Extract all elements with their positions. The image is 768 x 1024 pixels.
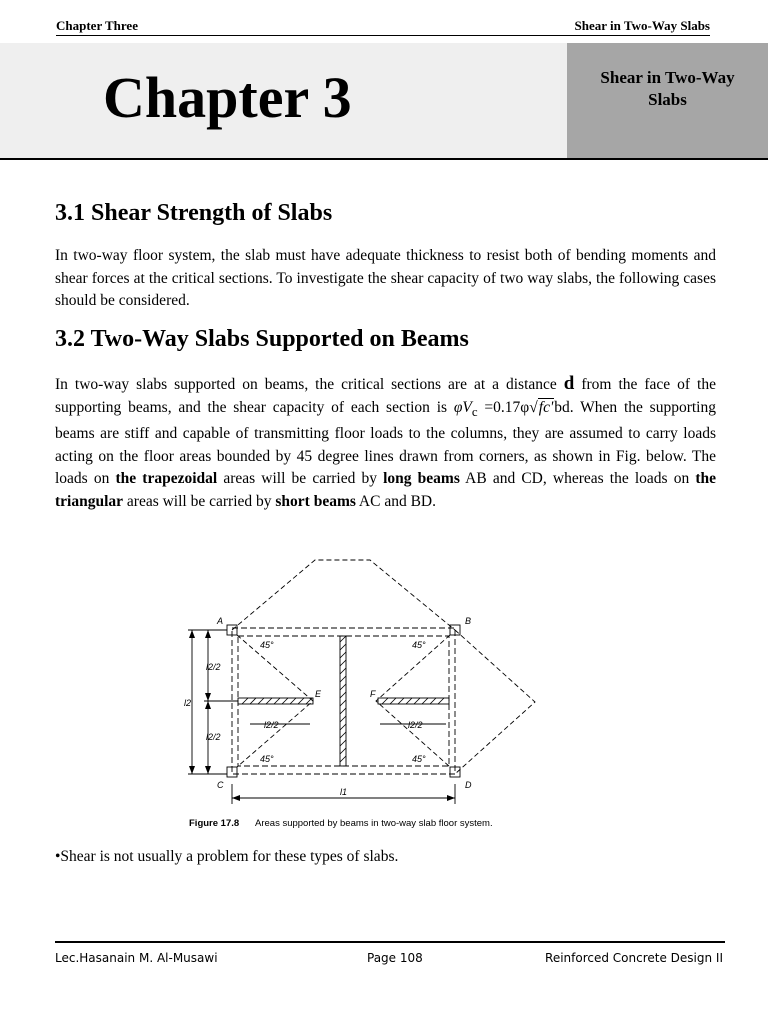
right-area-outline <box>455 630 535 774</box>
distance-d: d <box>563 373 575 394</box>
slab-diagram <box>180 552 540 832</box>
diagonal-right <box>376 635 450 767</box>
angle-top-right: 45° <box>412 640 426 650</box>
chapter-topic-box <box>567 43 768 158</box>
bold-short-beams: short beams <box>275 492 356 510</box>
dim-l1: l1 <box>340 787 348 797</box>
section-3-2-paragraph: In two-way slabs supported on beams, the critical sections are at a distance d from the face of the supporting beams, and the shear capacity of each section is $\varphi V_c =0.17\varphi√fc'bd$. When the supporting beams are stiff and capable of transmitting floor loads to the columns, they are assumed to carry loads acting on the floor areas bounded by 45 degree lines drawn from corners, as shown in Fig. below. The loads on the trapezoidal areas will be carried by long beams AB and CD, whereas the loads on the triangular areas will be carried by short beams AC and BD. <box>55 373 717 510</box>
page-footer <box>55 941 725 973</box>
figure-caption-label: Figure 17.8 <box>189 818 240 829</box>
diagonal-left <box>237 635 313 767</box>
section-3-1-paragraph: In two-way floor system, the slab must have adequate thickness to resist both of bending moments and shear forces at the critical sections. To investigate the shear capacity of two way slabs, the following cases should be considered. <box>55 247 716 309</box>
footer-page-number: Page 108 <box>367 951 423 965</box>
section-heading-3-1: 3.1 Shear Strength of Slabs <box>55 200 333 226</box>
figure-caption-text: Areas supported by beams in two-way slab floor system. <box>255 818 493 829</box>
text-run: areas will be carried by <box>123 492 276 510</box>
chapter-title: Chapter 3 <box>103 65 352 130</box>
running-header <box>56 17 710 36</box>
text-run: areas will be carried by <box>217 470 384 488</box>
dim-l2-half-left: l2/2 <box>264 720 279 730</box>
bullet-note: •Shear is not usually a problem for these types of slabs. <box>55 848 399 865</box>
section-heading-3-2: 3.2 Two-Way Slabs Supported on Beams <box>55 326 469 352</box>
footer-author: Lec.Hasanain M. Al-Musawi <box>55 951 218 965</box>
angle-bottom-left: 45° <box>260 754 274 764</box>
text-run: When the supporting beams are stiff and capable of transmitting floor loads to the columns, they are assumed to carry loads acting on the floor areas bounded by 45 degree lines drawn from corners, as shown in Fig. below. The loads on <box>55 398 716 488</box>
label-d: D <box>465 780 472 790</box>
dim-l2-half-right: l2/2 <box>408 720 423 730</box>
beam-to-e <box>238 698 313 704</box>
text-run: AB and CD, whereas the loads on <box>459 470 696 488</box>
formula-part: bd. <box>554 398 574 416</box>
formula-subscript: c <box>471 403 478 419</box>
upper-area-outline <box>232 560 455 630</box>
formula-sqrt: fc' <box>538 398 554 416</box>
label-b: B <box>465 616 472 626</box>
chapter-banner <box>0 43 768 160</box>
header-chapter-label: Chapter Three <box>56 18 138 33</box>
text-run: from the face of the supporting beams, and the shear capacity of each section is <box>55 376 716 416</box>
angle-top-left: 45° <box>260 640 274 650</box>
figure-slab-areas <box>180 552 540 832</box>
text-run: In two-way slabs supported on beams, the critical sections are at a distance <box>55 376 564 393</box>
header-topic-label: Shear in Two-Way Slabs <box>574 18 710 33</box>
formula-part: =0.17φ <box>477 398 530 416</box>
dim-l2: l2 <box>184 698 192 708</box>
label-e: E <box>315 689 322 699</box>
text-run: AC and BD. <box>355 492 436 510</box>
chapter-topic-text: Shear in Two-Way Slabs <box>600 68 735 109</box>
formula-part: φV <box>453 398 472 416</box>
label-f: F <box>370 689 376 699</box>
label-a: A <box>217 616 224 626</box>
dim-l2-half-bottom: l2/2 <box>206 732 221 742</box>
bold-trapezoidal: the trapezoidal <box>115 470 218 488</box>
dim-l2-half-top: l2/2 <box>206 662 221 672</box>
label-c: C <box>217 780 224 790</box>
angle-bottom-right: 45° <box>412 754 426 764</box>
footer-course: Reinforced Concrete Design II <box>545 951 723 965</box>
bold-triangular: the triangular <box>55 470 717 510</box>
bold-long-beams: long beams <box>383 470 460 488</box>
